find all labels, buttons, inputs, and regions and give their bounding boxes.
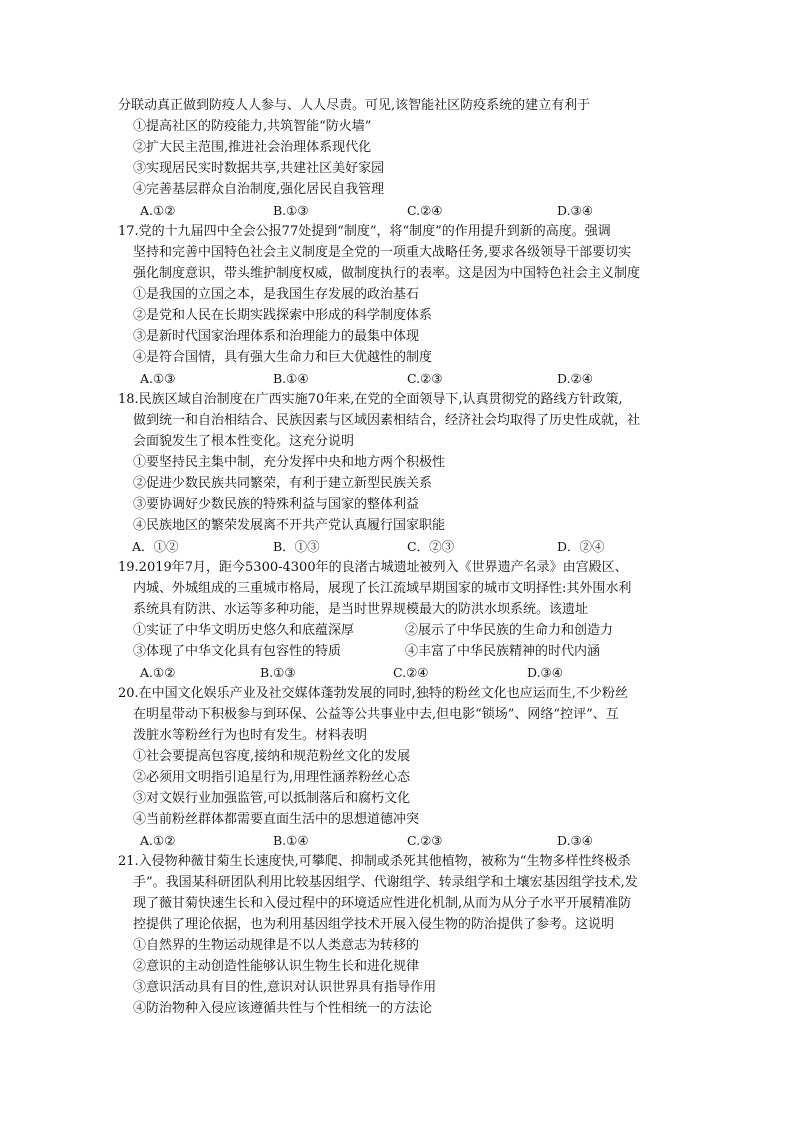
option-a: A.①② [140, 203, 176, 218]
q20-item-3: ③对文娱行业加强监管,可以抵制落后和腐朽文化 [133, 791, 411, 806]
q20-stem-2: 在明星带动下积极参与到环保、公益等公共事业中去,但电影“锁场”、网络“控评”、互 [133, 707, 619, 722]
q17-options [140, 369, 700, 389]
q18-item-1: ①要坚持民主集中制，充分发挥中央和地方两个积极性 [133, 455, 446, 470]
q19-stem-1: 19.2019年7月，距今5300-4300年的良渚古城遗址被列入《世界遗产名录》由宫殿区、 [118, 560, 628, 575]
option-b: B.①③ [273, 203, 309, 218]
option-b: B.①③ [260, 665, 296, 680]
q16-item-1: ①提高社区的防疫能力,共筑智能“防火墙” [133, 119, 372, 134]
option-a: A.①③ [140, 371, 176, 386]
q17-item-4: ④是符合国情，具有强大生命力和巨大优越性的制度 [133, 350, 433, 365]
q21-item-2: ②意识的主动创造性能够认识生物生长和进化规律 [133, 959, 420, 974]
q20-stem-1: 20.在中国文化娱乐产业及社交媒体蓬勃发展的同时,独特的粉丝文化也应运而生,不少粉丝 [118, 686, 628, 701]
q17-item-2: ②是党和人民在长期实践探索中形成的科学制度体系 [133, 308, 433, 323]
q18-options [132, 537, 700, 557]
q20-item-1: ①社会要提高包容度,接纳和规范粉丝文化的发展 [133, 749, 411, 764]
q18-item-4: ④民族地区的繁荣发展离不开共产党认真履行国家职能 [133, 518, 446, 533]
option-c: C.②④ [407, 203, 443, 218]
q19-options [140, 663, 700, 683]
q19-item-4: ④丰富了中华民族精神的时代内涵 [405, 644, 601, 659]
q18-item-3: ③要协调好少数民族的特殊利益与国家的整体利益 [133, 497, 420, 512]
option-b: B.①④ [273, 371, 309, 386]
q21-item-1: ①自然界的生物运动规律是不以人类意志为转移的 [133, 938, 420, 953]
q17-item-1: ①是我国的立国之本，是我国生存发展的政治基石 [133, 287, 420, 302]
q20-item-4: ④当前粉丝群体都需要直面生活中的思想道德冲突 [133, 812, 420, 827]
option-a: A.①② [140, 833, 176, 848]
q20-stem-3: 泼脏水等粉丝行为也时有发生。材料表明 [133, 728, 368, 743]
q21-item-3: ③意识活动具有目的性,意识对认识世界具有指导作用 [133, 980, 437, 995]
q20-options [140, 831, 700, 851]
q18-stem-2: 做到统一和自治相结合、民族因素与区域因素相结合，经济社会均取得了历史性成就，社 [133, 413, 641, 428]
option-c: C.②③ [407, 833, 443, 848]
q19-item-3: ③体现了中华文化具有包容性的特质 [133, 644, 342, 659]
option-d: D.③④ [557, 203, 593, 218]
q17-stem-1: 17.党的十九届四中全会公报77处提到“制度”，将“制度”的作用提升到新的高度。强调 [118, 224, 611, 239]
q16-options [140, 201, 700, 221]
q19-items-row-1 [133, 621, 693, 641]
q17-stem-2: 坚持和完善中国特色社会主义制度是全党的一项重大战略任务,要求各级领导干部要切实 [133, 245, 632, 260]
option-b: B.①④ [273, 833, 309, 848]
q19-stem-3: 系统具有防洪、水运等多种功能，是当时世界规模最大的防洪水坝系统。该遗址 [133, 602, 589, 617]
q21-stem-3: 现了薇甘菊快速生长和入侵过程中的环境适应性进化机制,从而为从分子水平开展精准防 [133, 896, 632, 911]
option-d: D．②④ [557, 539, 605, 554]
q18-stem-1: 18.民族区域自治制度在广西实施70年来,在党的全面领导下,认真贯彻党的路线方针政策, [118, 392, 623, 407]
option-a: A．①② [132, 539, 179, 554]
q19-stem-2: 内城、外城组成的三重城市格局，展现了长江流域早期国家的城市文明择性:其外围水利 [133, 581, 632, 596]
q19-items-row-2 [133, 642, 693, 662]
option-c: C.②③ [407, 371, 443, 386]
option-a: A.①② [140, 665, 176, 680]
q19-item-2: ②展示了中华民族的生命力和创造力 [405, 623, 614, 638]
q16-item-4: ④完善基层群众自治制度,强化居民自我管理 [133, 182, 385, 197]
option-d: D.②④ [557, 371, 593, 386]
q16-stem: 分联动真正做到防疫人人参与、人人尽责。可见,该智能社区防疫系统的建立有利于 [118, 98, 591, 113]
q20-item-2: ②必须用文明指引追星行为,用理性涵养粉丝心态 [133, 770, 411, 785]
option-b: B．①③ [273, 539, 320, 554]
q19-item-1: ①实证了中华文明历史悠久和底蕴深厚 [133, 623, 355, 638]
option-c: C.②④ [393, 665, 429, 680]
q21-item-4: ④防治物种入侵应该遵循共性与个性相统一的方法论 [133, 1001, 433, 1016]
option-d: D.③④ [557, 833, 593, 848]
q16-item-3: ③实现居民实时数据共享,共建社区美好家园 [133, 161, 385, 176]
q21-stem-4: 控提供了理论依据，也为利用基因组学技术开展入侵生物的防治提供了参考。这说明 [133, 917, 615, 932]
option-c: C．②③ [407, 539, 455, 554]
q21-stem-1: 21.入侵物种薇甘菊生长速度快,可攀爬、抑制或杀死其他植物，被称为“生物多样性终极杀 [118, 854, 631, 869]
q18-item-2: ②促进少数民族共同繁荣，有利于建立新型民族关系 [133, 476, 433, 491]
q16-item-2: ②扩大民主范围,推进社会治理体系现代化 [133, 140, 372, 155]
q17-item-3: ③是新时代国家治理体系和治理能力的最集中体现 [133, 329, 420, 344]
q18-stem-3: 会面貌发生了根本性变化。这充分说明 [133, 434, 355, 449]
q21-stem-2: 手”。我国某科研团队利用比较基因组学、代谢组学、转录组学和土壤宏基因组学技术,发 [133, 875, 638, 890]
q17-stem-3: 强化制度意识，带头维护制度权威，做制度执行的表率。这是因为中国特色社会主义制度 [133, 266, 641, 281]
option-d: D.③④ [527, 665, 563, 680]
